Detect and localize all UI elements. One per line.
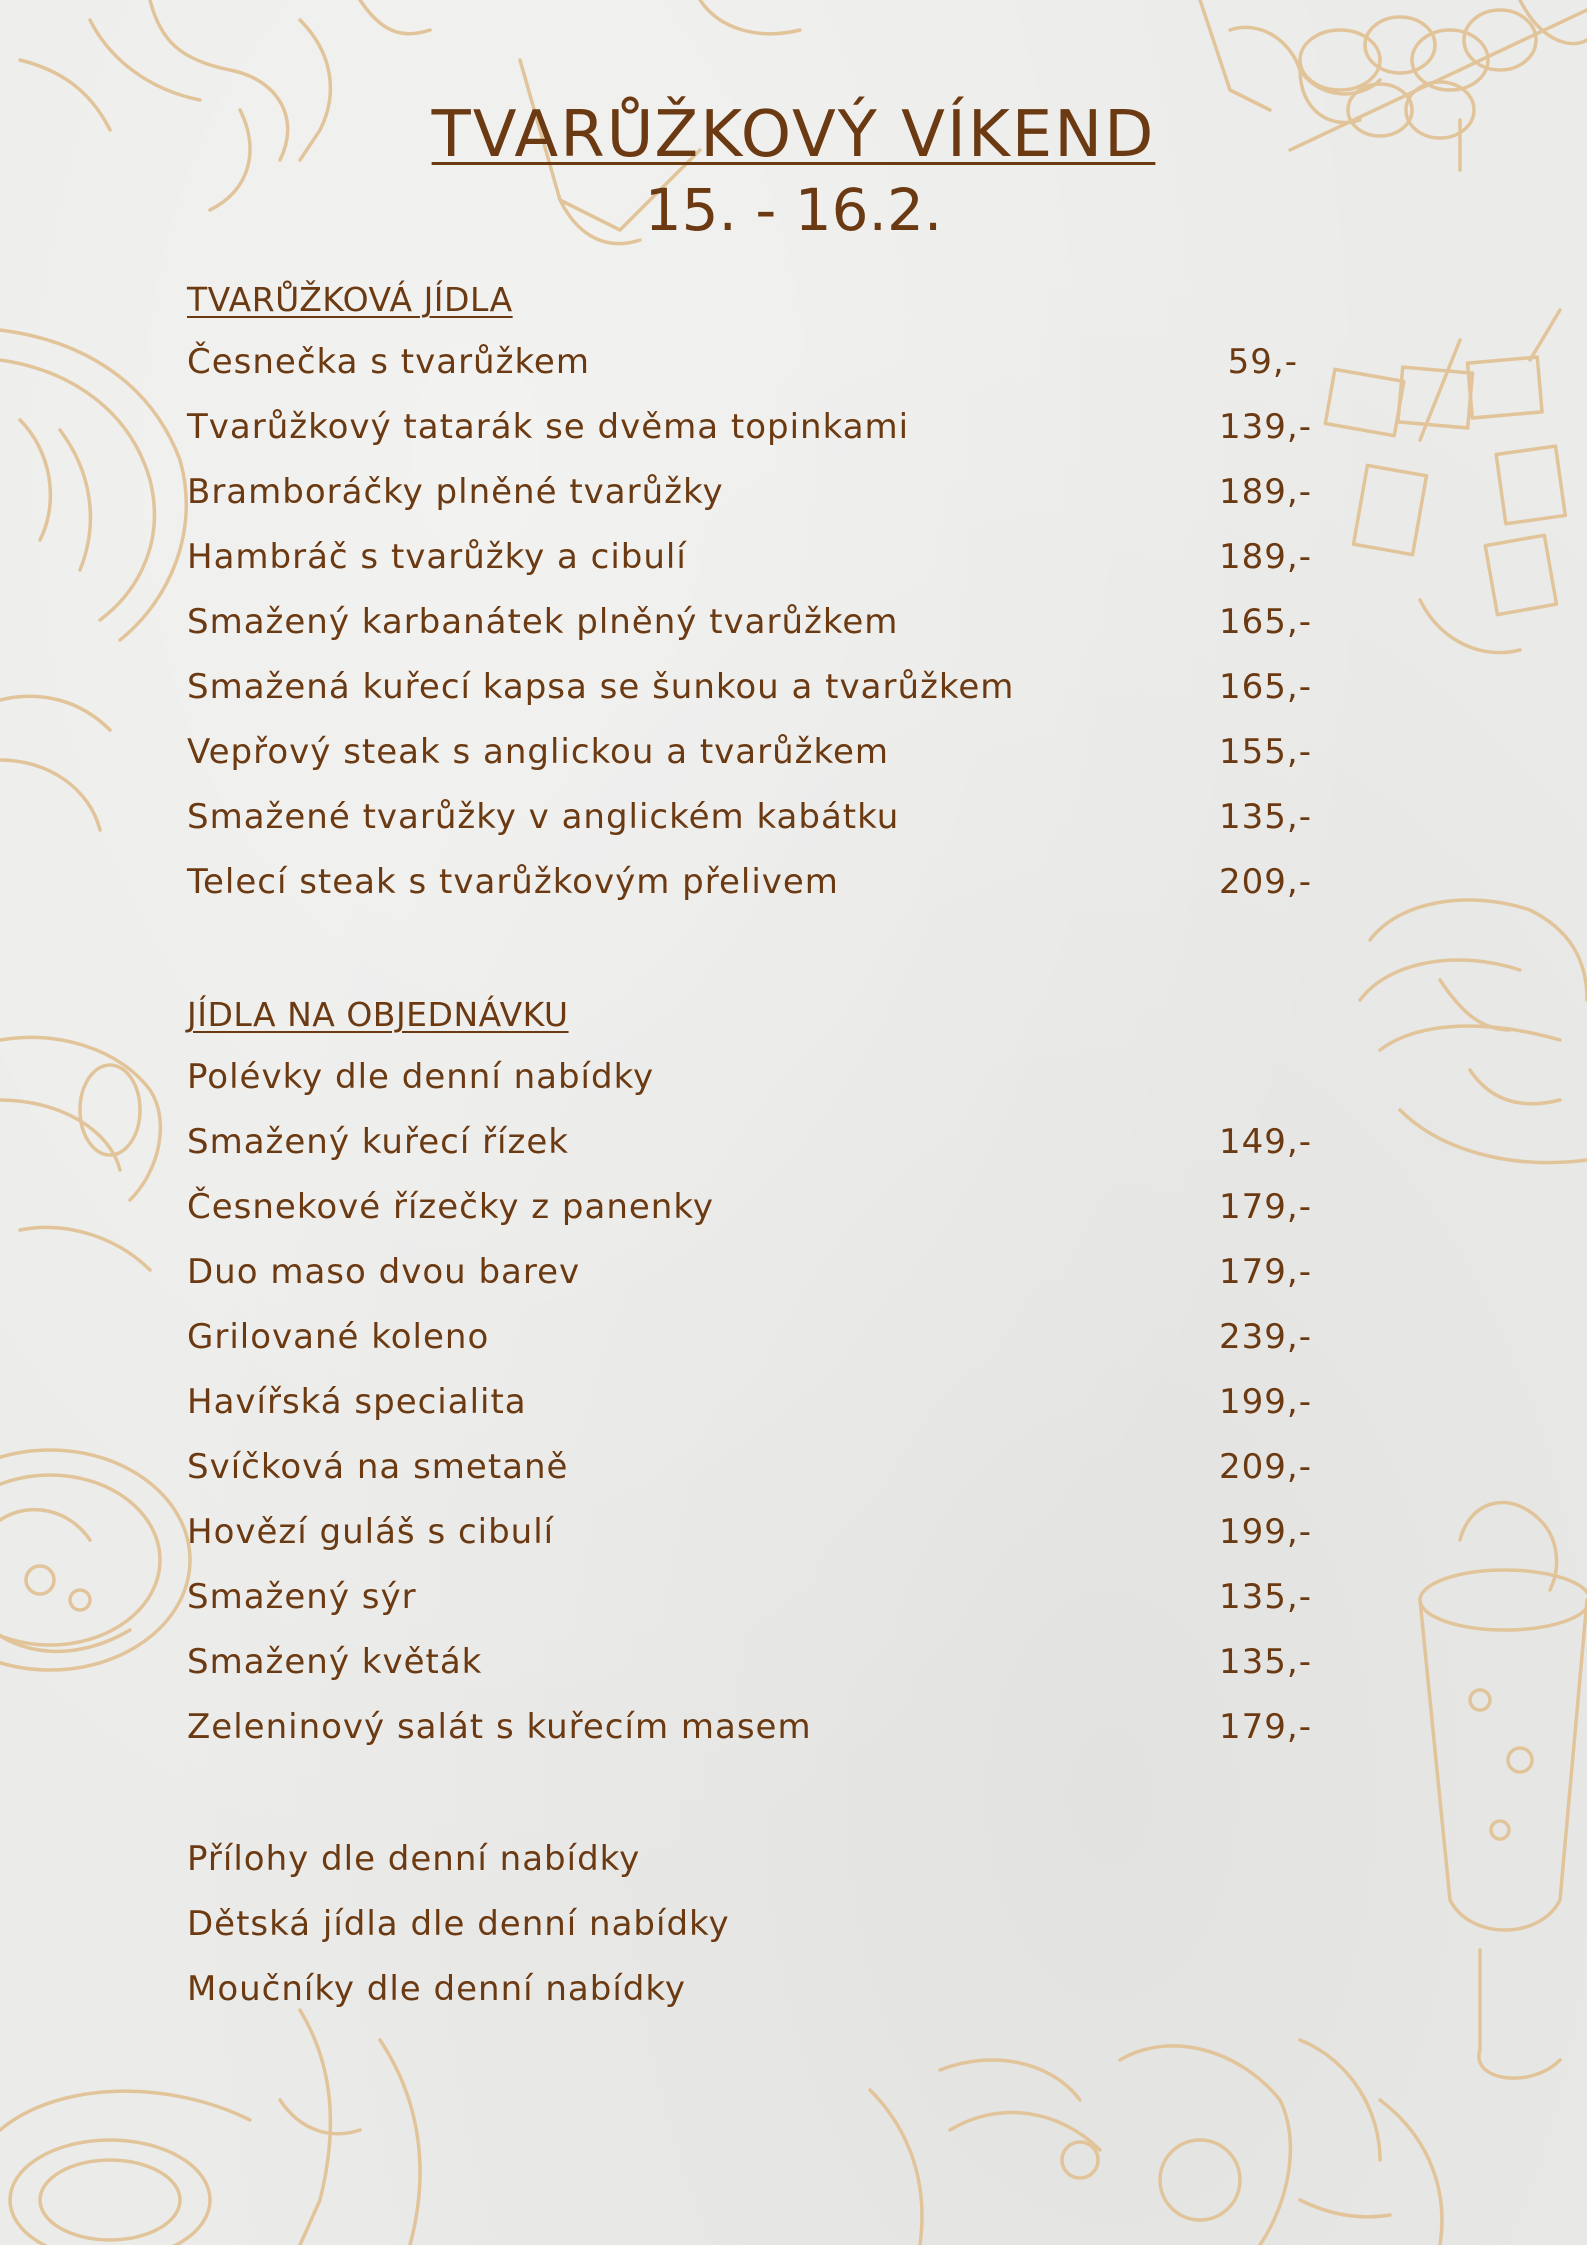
menu-item-name: Vepřový steak s anglickou a tvarůžkem <box>187 732 890 772</box>
menu-item <box>187 727 1312 777</box>
menu-item <box>187 597 1312 647</box>
menu-item-name: Smažený karbanátek plněný tvarůžkem <box>187 602 899 642</box>
menu-item <box>187 532 1312 582</box>
menu-item-name: Česnekové řízečky z panenky <box>187 1187 714 1227</box>
menu-item-price: 189,- <box>1219 472 1312 512</box>
menu-item <box>187 662 1312 712</box>
left-plate-sketch <box>0 330 186 830</box>
menu-item-name: Duo maso dvou barev <box>187 1252 581 1292</box>
menu-item-price: 209,- <box>1219 1447 1312 1487</box>
extra-item <box>187 1899 1312 1949</box>
bottom-food-sketch <box>0 2010 1442 2245</box>
menu-item-price: 135,- <box>1219 1642 1312 1682</box>
menu-item-name: Smažený květák <box>187 1642 483 1682</box>
menu-item-name: Smažené tvarůžky v anglickém kabátku <box>187 797 900 837</box>
menu-item-name: Svíčková na smetaně <box>187 1447 569 1487</box>
menu-item <box>187 467 1312 517</box>
menu-item-price: 239,- <box>1219 1317 1312 1357</box>
extra-item <box>187 1834 1312 1884</box>
extra-item-text: Moučníky dle denní nabídky <box>187 1969 686 2009</box>
menu-item-name: Havířská specialita <box>187 1382 527 1422</box>
menu-item-name: Telecí steak s tvarůžkovým přelivem <box>187 862 839 902</box>
menu-item-name: Hovězí guláš s cibulí <box>187 1512 555 1552</box>
menu-item <box>187 1377 1312 1427</box>
menu-item <box>187 1182 1312 1232</box>
menu-item <box>187 1442 1312 1492</box>
left-roll-sketch <box>0 1037 160 1270</box>
section-title-jidla-na-objednavku: JÍDLA NA OBJEDNÁVKU <box>187 995 569 1034</box>
menu-item-price: 135,- <box>1219 797 1312 837</box>
menu-item <box>187 1117 1312 1167</box>
menu-item-name: Hambráč s tvarůžky a cibulí <box>187 537 687 577</box>
menu-item-name: Smažený kuřecí řízek <box>187 1122 569 1162</box>
menu-item <box>187 1572 1312 1622</box>
menu-item-price: 199,- <box>1219 1512 1312 1552</box>
menu-item-name: Zeleninový salát s kuřecím masem <box>187 1707 812 1747</box>
extra-item <box>187 1964 1312 2014</box>
menu-item-name: Tvarůžkový tatarák se dvěma topinkami <box>187 407 910 447</box>
right-pastry-sketch <box>1360 900 1587 1163</box>
menu-item-price: 179,- <box>1219 1187 1312 1227</box>
menu-item-price: 139,- <box>1219 407 1312 447</box>
menu-item <box>187 857 1312 907</box>
menu-item <box>187 337 1312 387</box>
menu-item <box>187 1052 1312 1102</box>
left-bowl-sketch <box>0 1450 190 1670</box>
right-skewer-sketch <box>1325 310 1565 653</box>
right-dessert-sketch <box>1420 1503 1587 2079</box>
page-title: TVARŮŽKOVÝ VÍKEND <box>431 98 1156 172</box>
menu-item <box>187 1247 1312 1297</box>
menu-item-name: Bramboráčky plněné tvarůžky <box>187 472 724 512</box>
menu-item-name: Smažená kuřecí kapsa se šunkou a tvarůžkem <box>187 667 1015 707</box>
menu-item-price: 59,- <box>1227 342 1298 382</box>
menu-item <box>187 402 1312 452</box>
menu-item-price: 135,- <box>1219 1577 1312 1617</box>
extra-item-text: Dětská jídla dle denní nabídky <box>187 1904 730 1944</box>
menu-item-price: 155,- <box>1219 732 1312 772</box>
menu-item-price: 199,- <box>1219 1382 1312 1422</box>
menu-item-price: 179,- <box>1219 1707 1312 1747</box>
menu-item-name: Polévky dle denní nabídky <box>187 1057 655 1097</box>
menu-item-price: 149,- <box>1219 1122 1312 1162</box>
menu-item <box>187 1507 1312 1557</box>
menu-item-name: Česnečka s tvarůžkem <box>187 342 590 382</box>
menu-item-name: Grilované koleno <box>187 1317 490 1357</box>
menu-item <box>187 792 1312 842</box>
menu-item-name: Smažený sýr <box>187 1577 417 1617</box>
extra-item-text: Přílohy dle denní nabídky <box>187 1839 641 1879</box>
menu-item-price: 165,- <box>1219 602 1312 642</box>
menu-item <box>187 1702 1312 1752</box>
menu-item <box>187 1637 1312 1687</box>
menu-item-price: 189,- <box>1219 537 1312 577</box>
menu-item-price: 209,- <box>1219 862 1312 902</box>
event-dates: 15. - 16.2. <box>644 176 943 244</box>
menu-item-price: 179,- <box>1219 1252 1312 1292</box>
section-title-tvaruzkova-jidla: TVARŮŽKOVÁ JÍDLA <box>187 280 513 319</box>
menu-item <box>187 1312 1312 1362</box>
menu-item-price: 165,- <box>1219 667 1312 707</box>
